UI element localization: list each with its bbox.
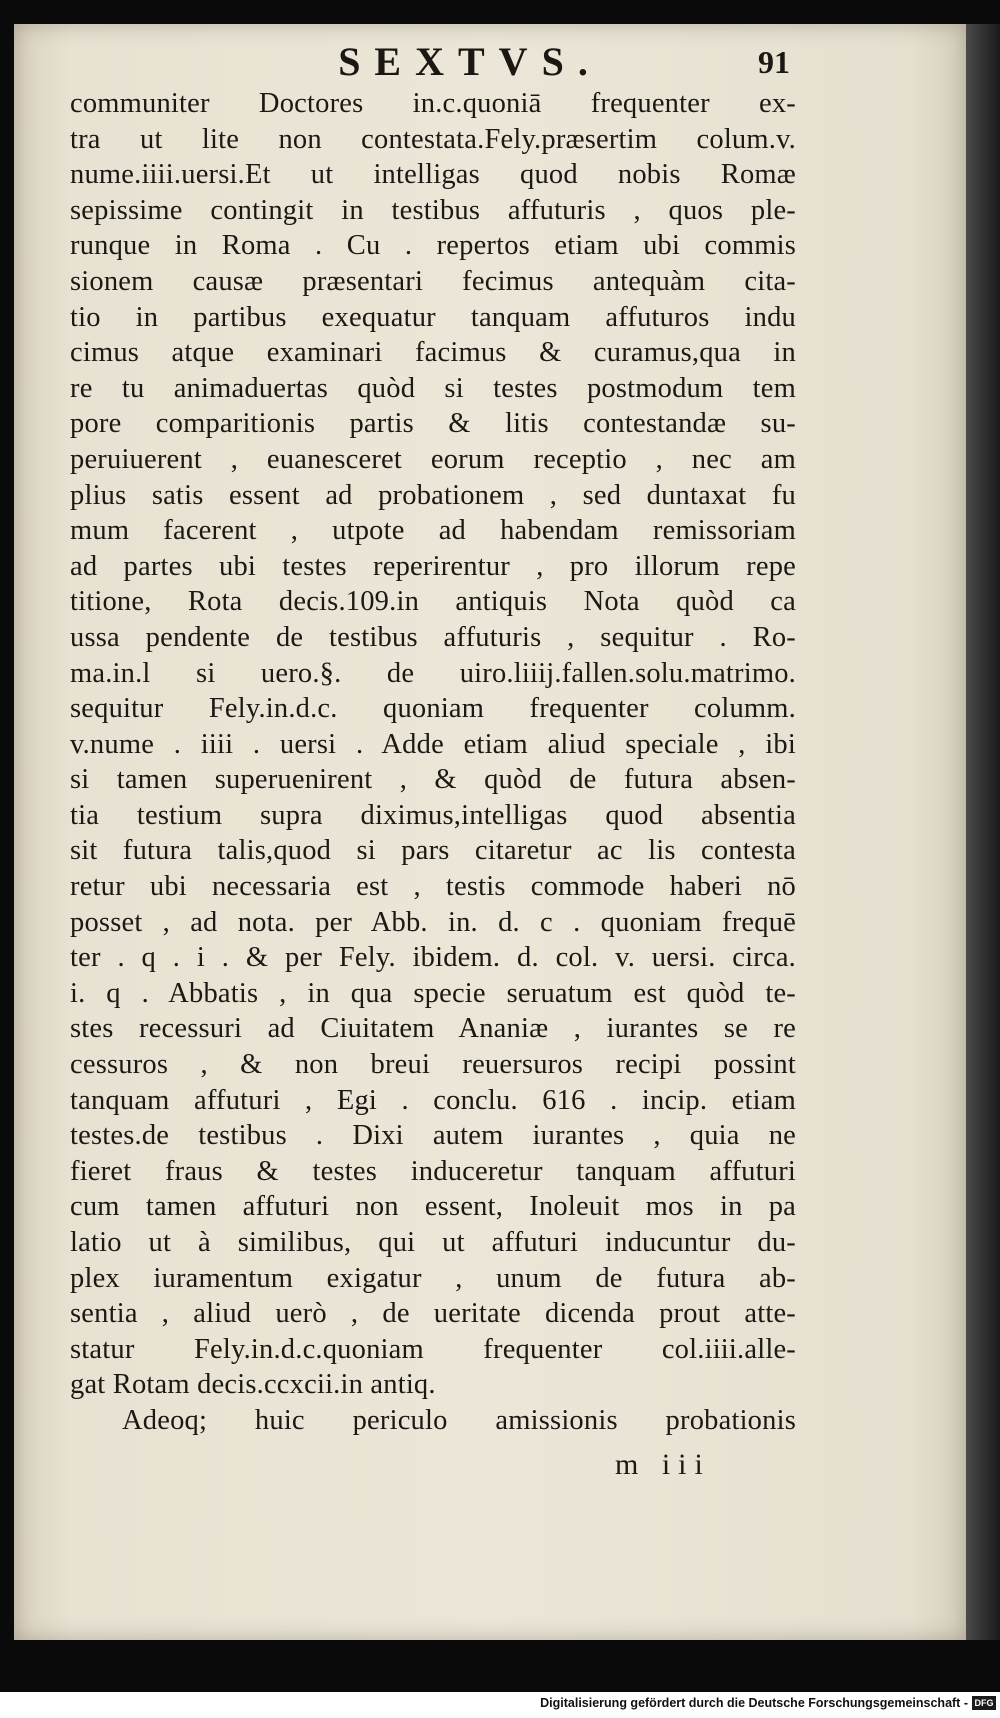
text-line: tia testium supra diximus,intelligas quod absentia — [70, 799, 796, 831]
facing-page-edge — [966, 24, 1000, 1640]
text-line: ussa pendente de testibus affuturis , sequitur . Ro- — [70, 621, 796, 653]
text-line: v.nume . iiii . uersi . Adde etiam aliud speciale , ibi — [70, 728, 796, 760]
running-title: SEXTVS. — [338, 39, 602, 84]
text-line: nume.iiii.uersi.Et ut intelligas quod nobis Romæ — [70, 159, 796, 191]
text-line: si tamen superuenirent , & quòd de futura absen- — [70, 764, 796, 796]
text-line: plex iuramentum exigatur , unum de futura ab- — [70, 1262, 796, 1294]
dfg-logo: DFG — [972, 1696, 996, 1710]
text-line: cessuros , & non breui reuersuros recipi possint — [70, 1049, 796, 1081]
text-line: stes recessuri ad Ciuitatem Ananiæ , iurantes se re — [70, 1013, 796, 1045]
text-line: mum facerent , utpote ad habendam remissoriam — [70, 515, 796, 547]
text-line: retur ubi necessaria est , testis commode haberi nō — [70, 871, 796, 903]
text-line: sepissime contingit in testibus affuturis , quos ple- — [70, 194, 796, 226]
text-line: sequitur Fely.in.d.c. quoniam frequenter columm. — [70, 693, 796, 725]
body-text — [70, 86, 796, 1439]
digitization-footer — [0, 1692, 1000, 1718]
text-line: re tu animaduertas quòd si testes postmodum tem — [70, 372, 796, 404]
text-line: tra ut lite non contestata.Fely.præsertim colum.v. — [70, 123, 796, 155]
text-line: titione, Rota decis.109.in antiquis Nota quòd ca — [70, 586, 796, 618]
page-number: 91 — [758, 44, 790, 80]
text-line: statur Fely.in.d.c.quoniam frequenter col.iiii.alle- — [70, 1333, 796, 1365]
funding-credit: Digitalisierung gefördert durch die Deutsche Forschungsgemeinschaft - — [540, 1696, 968, 1710]
text-line: ad partes ubi testes reperirentur , pro illorum repe — [70, 550, 796, 582]
text-line: tio in partibus exequatur tanquam affuturos indu — [70, 301, 796, 333]
text-line: cum tamen affuturi non essent, Inoleuit mos in pa — [70, 1191, 796, 1223]
text-line: latio ut à similibus, qui ut affuturi inducuntur du- — [70, 1227, 796, 1258]
text-line: sit futura talis,quod si pars citaretur ac lis contesta — [70, 835, 796, 867]
text-line: peruiuerent , euanesceret eorum receptio , nec am — [70, 443, 796, 475]
text-line: fieret fraus & testes induceretur tanquam affuturi — [70, 1155, 796, 1187]
text-line: testes.de testibus . Dixi autem iurantes , quia ne — [70, 1120, 796, 1152]
text-line: pore comparitionis partis & litis contestandæ su- — [70, 408, 796, 440]
text-line: i. q . Abbatis , in qua specie seruatum est quòd te- — [70, 977, 796, 1009]
text-line: cimus atque examinari facimus & curamus,qua in — [70, 337, 796, 369]
text-line: ter . q . i . & per Fely. ibidem. d. col. v. uersi. circa. — [70, 942, 796, 974]
paragraph-first-line: Adeoq; huic periculo amissionis probationis — [122, 1404, 796, 1436]
text-line: ma.in.l si uero.§. de uiro.liiij.fallen.solu.matrimo. — [70, 657, 796, 689]
text-line: sionem causæ præsentari fecimus antequàm cita- — [70, 265, 796, 297]
text-line: gat Rotam decis.ccxcii.in antiq. — [70, 1369, 436, 1401]
signature-mark: m iii — [615, 1448, 711, 1481]
text-line: communiter Doctores in.c.quoniā frequenter ex- — [70, 88, 796, 119]
text-line: tanquam affuturi , Egi . conclu. 616 . incip. etiam — [70, 1084, 796, 1116]
text-line: sentia , aliud uerò , de ueritate dicenda prout atte- — [70, 1298, 796, 1330]
text-line: runque in Roma . Cu . repertos etiam ubi commis — [70, 230, 796, 262]
text-line: posset , ad nota. per Abb. in. d. c . quoniam frequē — [70, 906, 796, 938]
text-line: plius satis essent ad probationem , sed duntaxat fu — [70, 479, 796, 511]
